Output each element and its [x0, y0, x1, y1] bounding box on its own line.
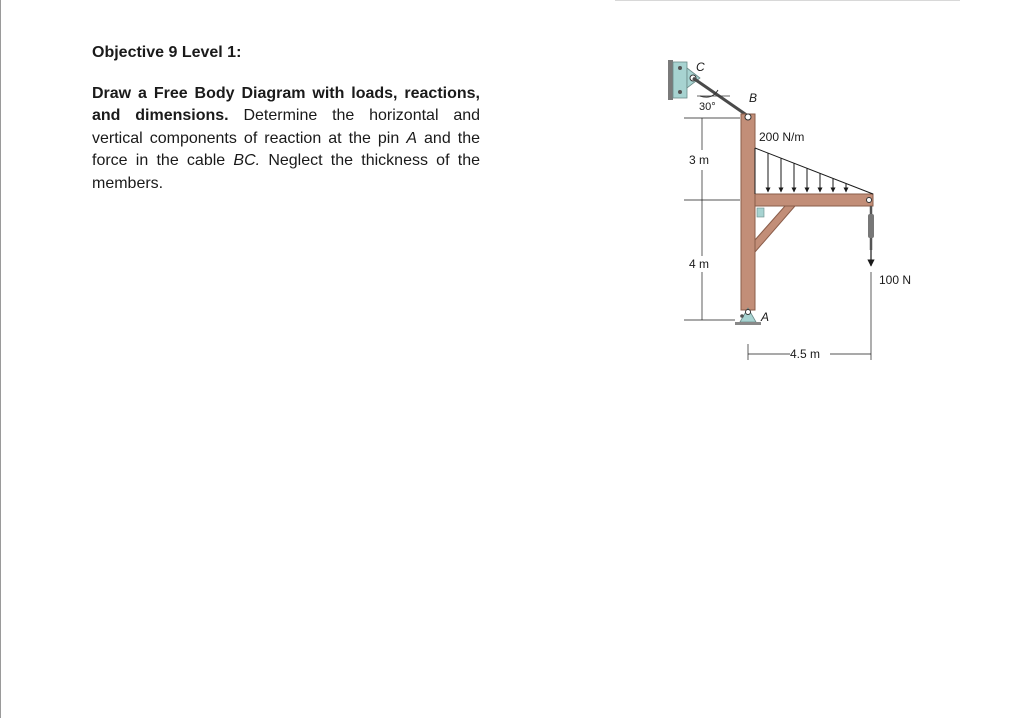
label-c: C — [696, 60, 705, 74]
angle-label: 30° — [699, 101, 716, 113]
dim-horizontal-label: 4.5 m — [790, 347, 821, 361]
distributed-load-label: 200 N/m — [759, 130, 805, 144]
point-load-label: 100 N — [879, 273, 912, 287]
instruction-bold-text: Draw a Free Body Diagram with loads, reactions, and dimensions. — [92, 85, 480, 125]
pin-support-a — [735, 308, 761, 325]
vertical-member — [741, 114, 755, 310]
brace-bracket — [757, 208, 764, 217]
horizontal-member — [755, 194, 873, 206]
vertical-dimensions — [684, 118, 740, 320]
hanging-load-cable — [868, 206, 874, 266]
problem-text-2: and the force in the cable — [92, 129, 481, 170]
label-b: B — [749, 91, 758, 105]
problem-text-1: Determine the horizontal and vertical components of reaction at the pin — [92, 107, 481, 147]
distributed-load — [755, 148, 873, 194]
problem-text-3: Neglect the thickness of the members. — [92, 152, 480, 192]
label-a: A — [761, 310, 770, 324]
pin-variable: A — [406, 129, 417, 147]
dim-lower-label: 4 m — [689, 257, 710, 271]
objective-title: Objective 9 Level 1: — [92, 44, 242, 61]
cable-variable: BC. — [233, 152, 261, 170]
dim-upper-label: 3 m — [689, 153, 710, 167]
